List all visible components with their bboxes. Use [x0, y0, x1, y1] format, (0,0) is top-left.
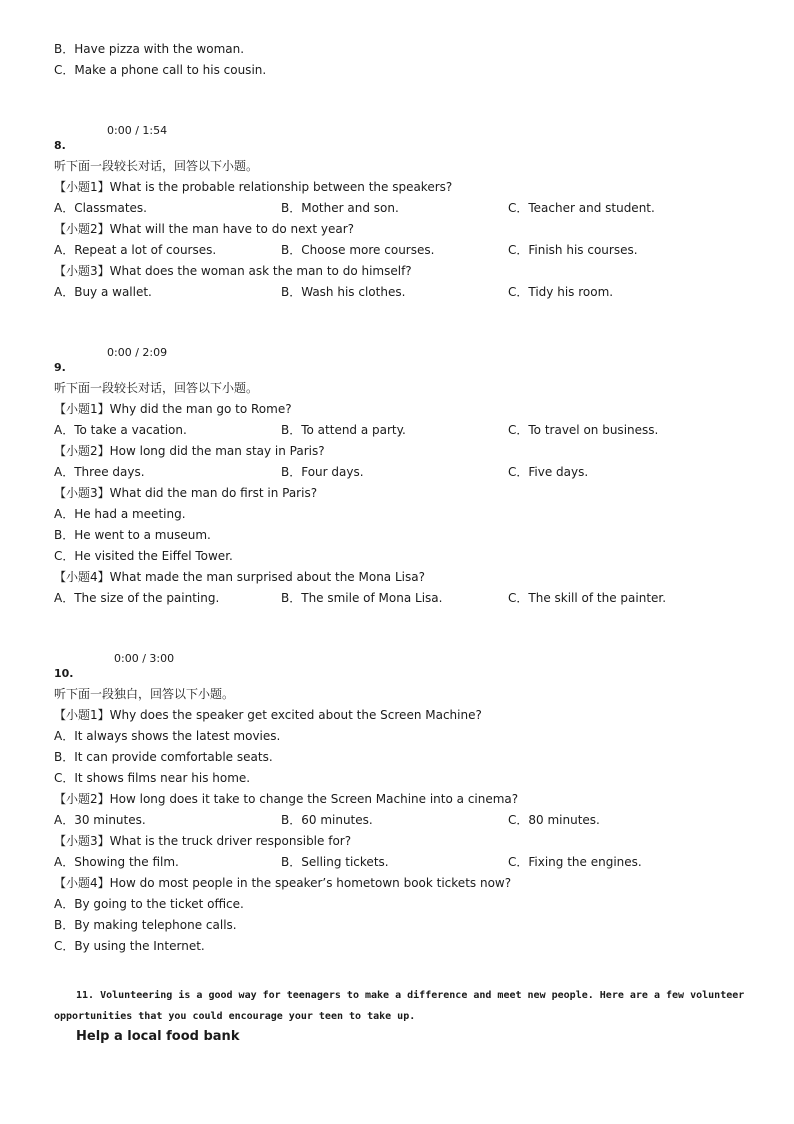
- option-a: A．30 minutes.: [54, 813, 146, 827]
- option-a: A．He had a meeting.: [54, 507, 186, 521]
- sub-question-q9-2: 【小题2】How long did the man stay in Paris?: [54, 444, 325, 458]
- instruction-q10: 听下面一段独白，回答以下小题。: [54, 687, 235, 701]
- option-b: B．It can provide comfortable seats.: [54, 750, 273, 764]
- option-b: B．He went to a museum.: [54, 528, 211, 542]
- sub-question-q8-2: 【小题2】What will the man have to do next year?: [54, 222, 355, 236]
- option-a: A．Buy a wallet.: [54, 285, 152, 299]
- option-a: A．Showing the film.: [54, 855, 179, 869]
- option-c: C．It shows films near his home.: [54, 771, 251, 785]
- option-c: C．He visited the Eiffel Tower.: [54, 549, 233, 563]
- option-a: A．By going to the ticket office.: [54, 897, 244, 911]
- option-b: B．To attend a party.: [281, 423, 406, 437]
- sub-question-q9-4: 【小题4】What made the man surprised about the Mona Lisa?: [54, 570, 425, 584]
- option-c: C．By using the Internet.: [54, 939, 205, 953]
- sub-question-q10-1: 【小题1】Why does the speaker get excited about the Screen Machine?: [54, 708, 482, 722]
- audio-time-q9[interactable]: 0:00 / 2:09: [107, 346, 168, 359]
- audio-time-q10[interactable]: 0:00 / 3:00: [114, 652, 175, 665]
- sub-question-q9-3: 【小题3】What did the man do first in Paris?: [54, 486, 318, 500]
- instruction-q9: 听下面一段较长对话，回答以下小题。: [54, 381, 259, 395]
- option-a: A．Classmates.: [54, 201, 147, 215]
- option-a: A．To take a vacation.: [54, 423, 187, 437]
- option-c: C．80 minutes.: [508, 813, 600, 827]
- option-b: B．The smile of Mona Lisa.: [281, 591, 443, 605]
- option-b: B．Selling tickets.: [281, 855, 389, 869]
- option-a: A．The size of the painting.: [54, 591, 220, 605]
- audio-time-q8[interactable]: 0:00 / 1:54: [107, 124, 168, 137]
- sub-question-q8-1: 【小题1】What is the probable relationship between the speakers?: [54, 180, 453, 194]
- option-a: A．It always shows the latest movies.: [54, 729, 281, 743]
- question-number-8: 8.: [54, 139, 66, 152]
- option-b: B．60 minutes.: [281, 813, 373, 827]
- sub-question-q10-4: 【小题4】How do most people in the speaker’s hometown book tickets now?: [54, 876, 512, 890]
- question-number-10: 10.: [54, 667, 74, 680]
- option-b: B．Mother and son.: [281, 201, 399, 215]
- sub-question-q9-1: 【小题1】Why did the man go to Rome?: [54, 402, 292, 416]
- instruction-q8: 听下面一段较长对话，回答以下小题。: [54, 159, 259, 173]
- option-b: B．Choose more courses.: [281, 243, 435, 257]
- option-c: C．Finish his courses.: [508, 243, 638, 257]
- option-c: C．The skill of the painter.: [508, 591, 667, 605]
- option-c: C．Five days.: [508, 465, 589, 479]
- option-b: B．Four days.: [281, 465, 364, 479]
- option-b: B．Have pizza with the woman.: [54, 42, 245, 56]
- option-a: A．Repeat a lot of courses.: [54, 243, 217, 257]
- passage-line-2: opportunities that you could encourage your teen to take up.: [54, 1011, 416, 1022]
- sub-question-q8-3: 【小题3】What does the woman ask the man to do himself?: [54, 264, 412, 278]
- sub-question-q10-3: 【小题3】What is the truck driver responsible for?: [54, 834, 352, 848]
- option-c: C．Fixing the engines.: [508, 855, 642, 869]
- section-heading: Help a local food bank: [76, 1029, 240, 1044]
- question-number-9: 9.: [54, 361, 66, 374]
- sub-question-q10-2: 【小题2】How long does it take to change the Screen Machine into a cinema?: [54, 792, 519, 806]
- option-c: C．Tidy his room.: [508, 285, 614, 299]
- option-b: B．By making telephone calls.: [54, 918, 237, 932]
- option-c: C．Teacher and student.: [508, 201, 655, 215]
- option-a: A．Three days.: [54, 465, 145, 479]
- option-c: C．Make a phone call to his cousin.: [54, 63, 267, 77]
- option-c: C．To travel on business.: [508, 423, 659, 437]
- option-b: B．Wash his clothes.: [281, 285, 406, 299]
- passage-line-1: 11. Volunteering is a good way for teenagers to make a difference and meet new people. Here are a few volunteer: [76, 990, 745, 1001]
